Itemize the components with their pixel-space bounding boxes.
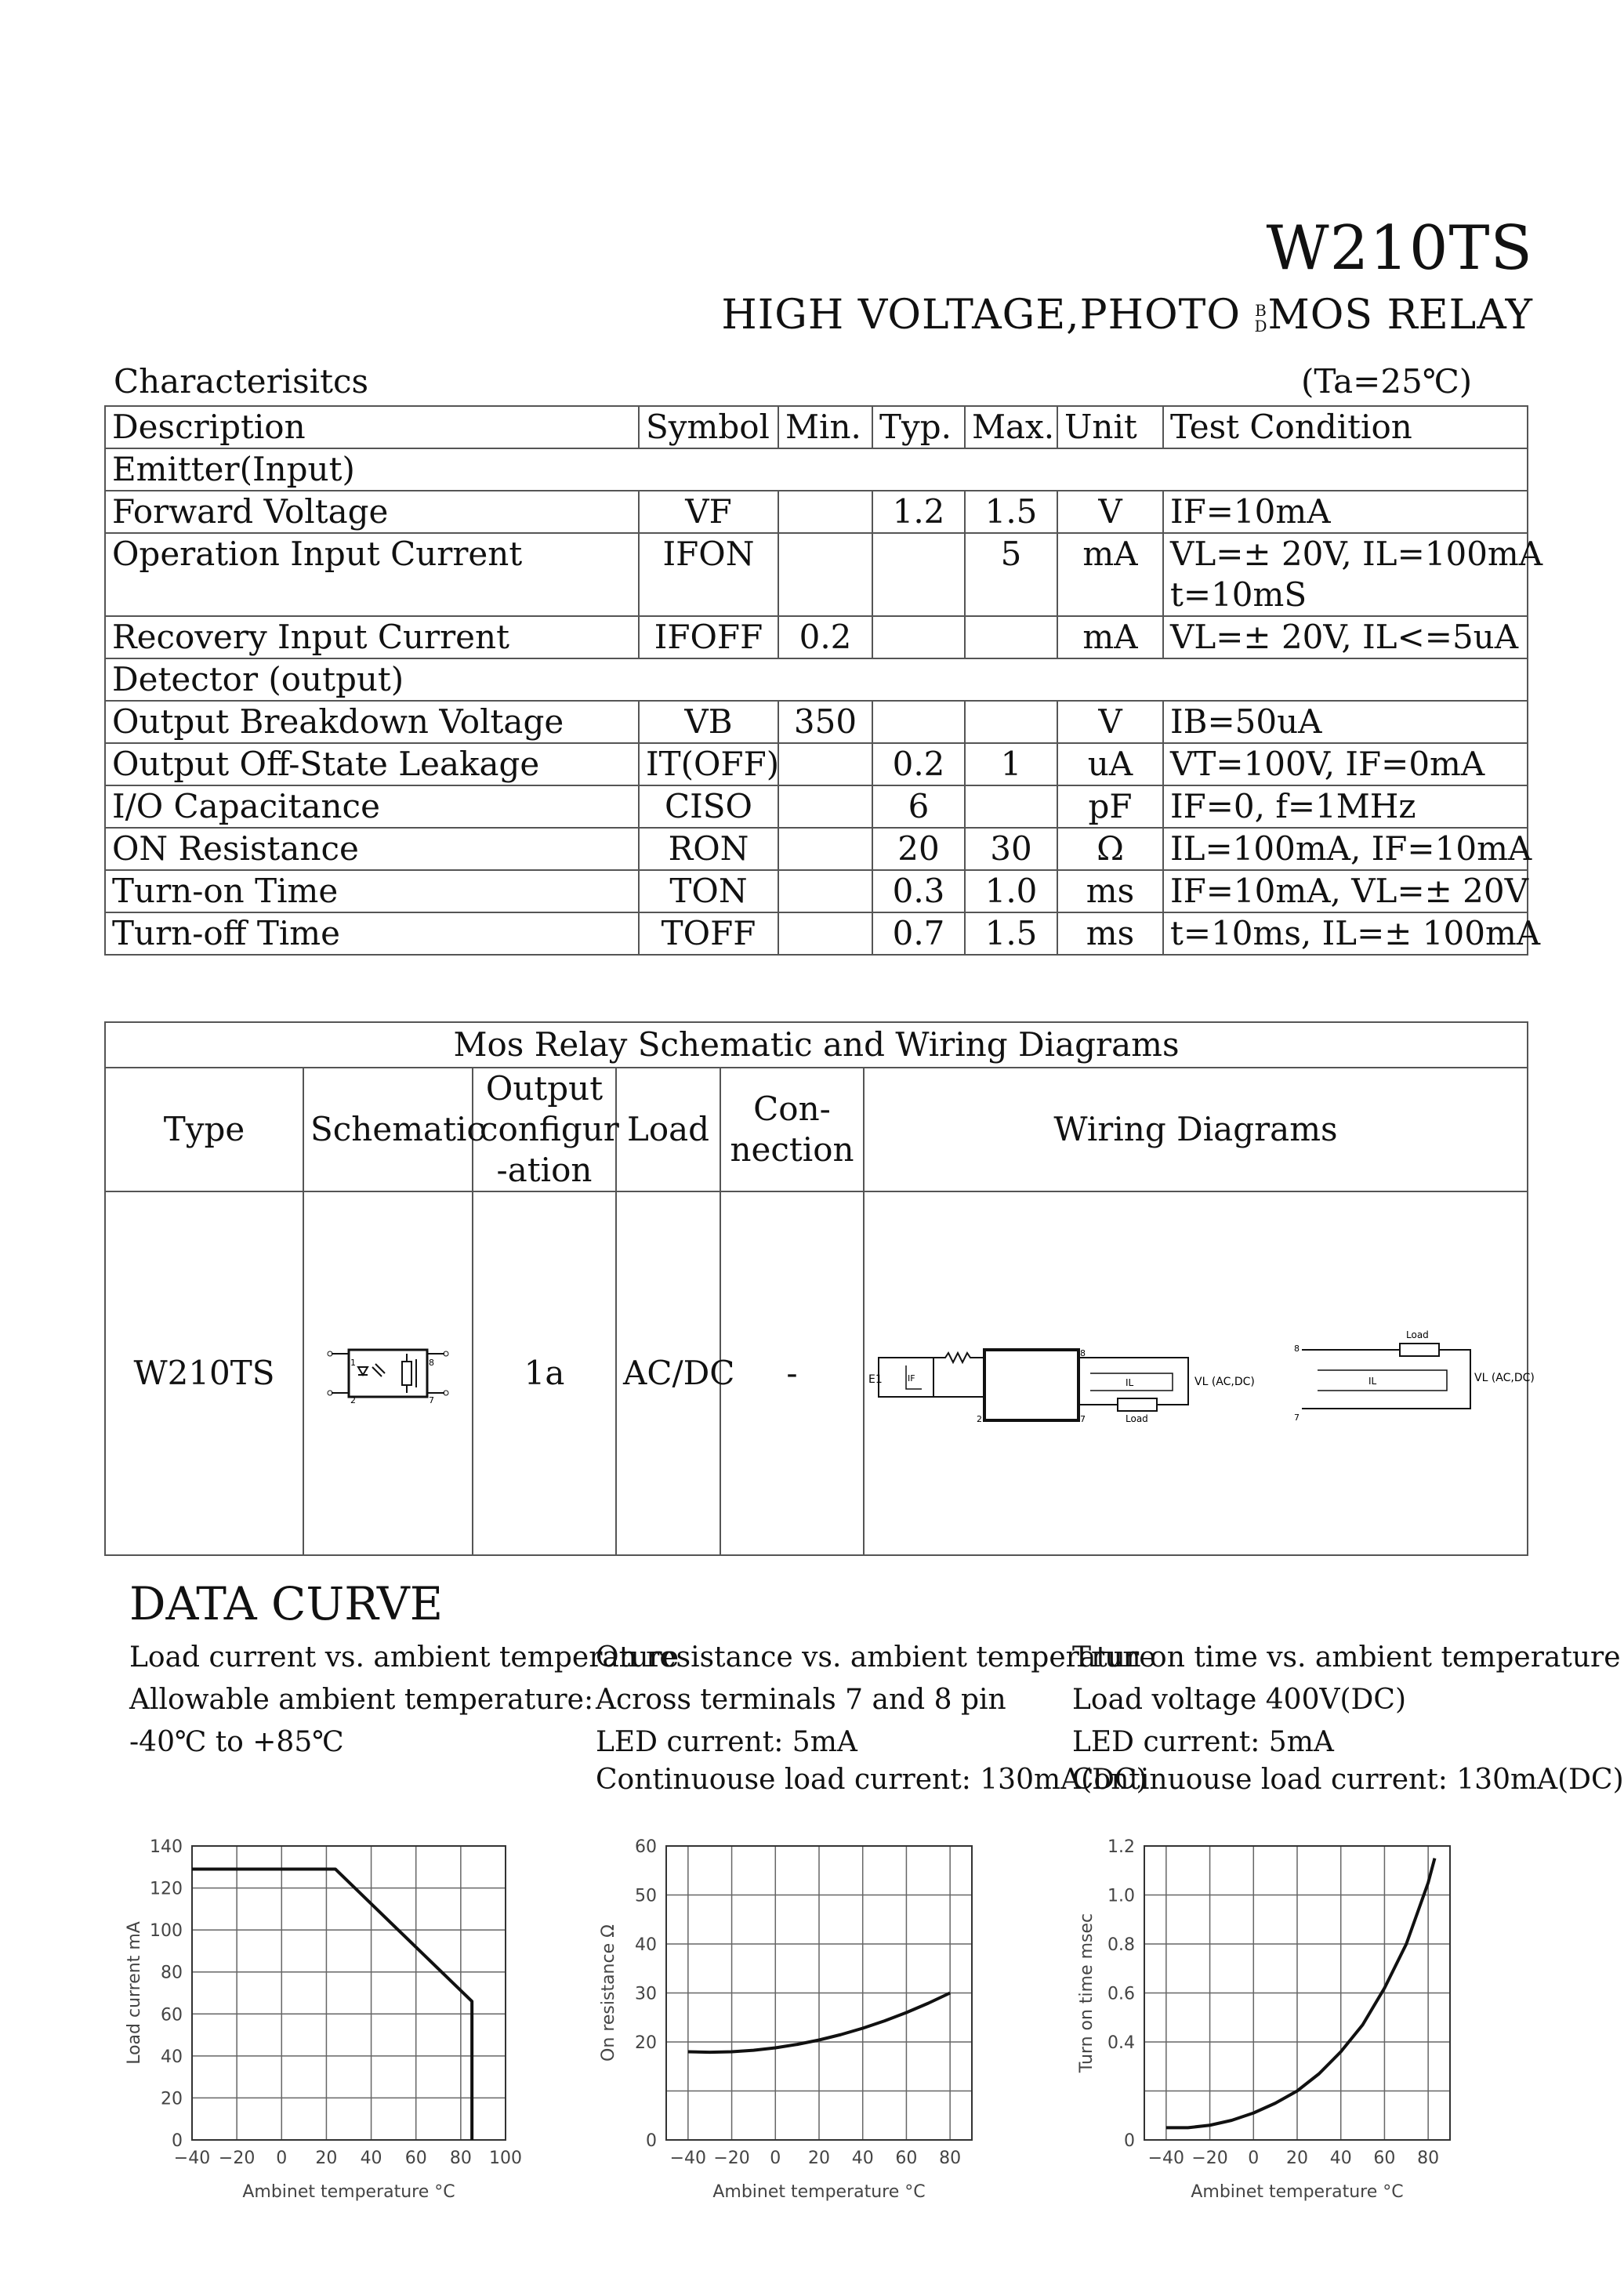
y-tick-label: 20 (635, 2033, 657, 2053)
cell-desc: Operation Input Current (105, 533, 639, 616)
cell-unit: V (1057, 701, 1163, 743)
x-tick-label: −20 (218, 2149, 256, 2168)
table-row (105, 785, 1528, 828)
subtitle-small (1254, 300, 1268, 335)
y-tick-label: 20 (161, 2089, 183, 2109)
x-tick-label: 40 (1329, 2149, 1352, 2168)
table-row (105, 533, 1528, 616)
cell-unit: pF (1057, 785, 1163, 828)
cell-max (965, 616, 1057, 658)
cell-cond-line1: VL=± 20V, IL=100mA (1170, 535, 1543, 573)
col-min: Min. (778, 406, 872, 448)
x-tick-label: 0 (770, 2149, 781, 2168)
pin-2-label: 2 (350, 1395, 356, 1405)
x-tick-label: 100 (489, 2149, 522, 2168)
cell-desc: Recovery Input Current (105, 616, 639, 658)
wiring-pin-8: 8 (1079, 1348, 1086, 1358)
y-tick-label: 40 (161, 2047, 183, 2067)
mos-load: AC/DC (616, 1191, 720, 1555)
series-line (192, 1869, 472, 2140)
x-tick-label: −20 (713, 2149, 750, 2168)
mos-data-row (105, 1191, 1528, 1555)
data-curve-title: DATA CURVE (129, 1577, 444, 1630)
cell-typ: 6 (872, 785, 965, 828)
section-detector: Detector (output) (105, 658, 1528, 701)
wiring-diagram-icon (867, 1318, 1535, 1428)
x-tick-label: 60 (1373, 2149, 1396, 2168)
cell-typ (872, 616, 965, 658)
cell-cond: IB=50uA (1163, 701, 1528, 743)
x-tick-label: 20 (808, 2149, 830, 2168)
mos-header-connection-1: Con- (753, 1090, 831, 1128)
caption-line: Load voltage 400V(DC) (1072, 1684, 1406, 1716)
cell-cond: t=10ms, IL=± 100mA (1163, 912, 1528, 955)
x-tick-label: −40 (173, 2149, 211, 2168)
mos-relay-table (104, 1021, 1535, 1556)
pin-7-label: 7 (429, 1395, 434, 1405)
on-resistance-chart (592, 1811, 1019, 2203)
cell-symbol: IT(OFF) (639, 743, 778, 785)
caption-line: Across terminals 7 and 8 pin (596, 1684, 1006, 1716)
cell-cond: VT=100V, IF=0mA (1163, 743, 1528, 785)
load-label-2: Load (1405, 1329, 1429, 1340)
cell-typ: 1.2 (872, 491, 965, 533)
cell-max: 1.0 (965, 870, 1057, 912)
mos-header-load: Load (616, 1068, 720, 1191)
cell-symbol: RON (639, 828, 778, 870)
cell-min (778, 870, 872, 912)
cell-cond: IF=10mA (1163, 491, 1528, 533)
il-label-2: IL (1368, 1376, 1376, 1387)
y-tick-label: 0.6 (1107, 1984, 1135, 2004)
wiring-pin-7-b: 7 (1293, 1413, 1300, 1423)
cell-symbol: TON (639, 870, 778, 912)
cell-unit: ms (1057, 870, 1163, 912)
mos-output-config: 1a (473, 1191, 616, 1555)
cell-cond: IF=0, f=1MHz (1163, 785, 1528, 828)
mos-title: Mos Relay Schematic and Wiring Diagrams (105, 1022, 1528, 1068)
section-row (105, 658, 1528, 701)
ambient-condition: (Ta=25℃) (1301, 362, 1473, 401)
table-row (105, 912, 1528, 955)
y-tick-label: 0 (1124, 2131, 1135, 2151)
mos-header-type: Type (105, 1068, 303, 1191)
mos-title-row (105, 1022, 1528, 1068)
caption-line: LED current: 5mA (596, 1726, 857, 1758)
y-tick-label: 100 (150, 1921, 183, 1942)
x-tick-label: 60 (895, 2149, 918, 2168)
x-tick-label: 0 (276, 2149, 288, 2168)
cell-min (778, 533, 872, 616)
cell-unit: mA (1057, 533, 1163, 616)
cell-cond: VL=± 20V, IL<=5uA (1163, 616, 1528, 658)
table-row (105, 491, 1528, 533)
caption-line: Continuouse load current: 130mA(DC) (596, 1764, 1147, 1796)
caption-line: LED current: 5mA (1072, 1726, 1334, 1758)
mos-header-schematic: Schematic (303, 1068, 473, 1191)
y-tick-label: 1.2 (1107, 1837, 1135, 1857)
caption-line: -40℃ to +85℃ (129, 1726, 344, 1758)
y-axis-label: Turn on time msec (1077, 1913, 1097, 2073)
cell-min (778, 785, 872, 828)
y-tick-label: 1.0 (1107, 1886, 1135, 1906)
subtitle-part1: HIGH VOLTAGE,PHOTO (721, 292, 1255, 339)
y-tick-label: 140 (150, 1837, 183, 1857)
cell-typ (872, 533, 965, 616)
x-tick-label: 60 (404, 2149, 427, 2168)
mos-type: W210TS (105, 1191, 303, 1555)
y-tick-label: 0.4 (1107, 2033, 1135, 2053)
cell-desc: Turn-off Time (105, 912, 639, 955)
mos-header-connection-2: nection (730, 1130, 854, 1169)
section-emitter: Emitter(Input) (105, 448, 1528, 491)
y-tick-label: 60 (161, 2005, 183, 2025)
cell-cond: IL=100mA, IF=10mA (1163, 828, 1528, 870)
mos-schematic (303, 1191, 473, 1555)
vl-label-2: VL (AC,DC) (1474, 1372, 1535, 1384)
y-axis-label: On resistance Ω (599, 1924, 618, 2062)
il-label-1: IL (1125, 1377, 1133, 1388)
y-tick-label: 60 (635, 1837, 657, 1857)
mos-header-wiring: Wiring Diagrams (864, 1068, 1528, 1191)
table-row (105, 616, 1528, 658)
cell-min: 0.2 (778, 616, 872, 658)
subtitle-small-top: B (1255, 300, 1267, 320)
y-tick-label: 40 (635, 1935, 657, 1955)
vl-label-1: VL (AC,DC) (1194, 1376, 1255, 1388)
cell-max: 1.5 (965, 912, 1057, 955)
x-tick-label: −40 (669, 2149, 707, 2168)
characteristics-label: Characterisitcs (114, 362, 369, 401)
y-tick-label: 0 (646, 2131, 657, 2151)
cell-min (778, 743, 872, 785)
cell-min (778, 491, 872, 533)
col-test-condition: Test Condition (1163, 406, 1528, 448)
mos-wiring-diagram (864, 1191, 1535, 1555)
cell-typ: 0.3 (872, 870, 965, 912)
x-tick-label: 80 (1417, 2149, 1440, 2168)
load-current-chart (118, 1811, 564, 2203)
cell-unit: mA (1057, 616, 1163, 658)
y-tick-label: 0 (172, 2131, 183, 2151)
model-title: W210TS (1266, 213, 1533, 284)
x-axis-label: Ambinet temperature °C (242, 2182, 455, 2202)
wiring-pin-2: 2 (976, 1414, 982, 1424)
cell-desc: ON Resistance (105, 828, 639, 870)
cell-min (778, 912, 872, 955)
cell-typ: 20 (872, 828, 965, 870)
wiring-pin-8-b: 8 (1293, 1344, 1300, 1354)
section-row (105, 448, 1528, 491)
cell-max: 5 (965, 533, 1057, 616)
col-symbol: Symbol (639, 406, 778, 448)
load-label-1: Load (1125, 1413, 1148, 1424)
cell-symbol: CISO (639, 785, 778, 828)
cell-min (778, 828, 872, 870)
cell-typ: 0.2 (872, 743, 965, 785)
x-tick-label: 80 (449, 2149, 472, 2168)
y-tick-label: 80 (161, 1963, 183, 1983)
cell-cond (1163, 533, 1543, 616)
subtitle-small-bottom: D (1254, 316, 1268, 335)
table-header-row (105, 406, 1528, 448)
x-tick-label: −40 (1147, 2149, 1185, 2168)
mos-header-connection (720, 1068, 864, 1191)
mos-header-row (105, 1068, 1528, 1191)
e1-label: E1 (868, 1373, 883, 1386)
characteristics-table (104, 405, 1543, 956)
cell-desc: Output Off-State Leakage (105, 743, 639, 785)
cell-unit: ms (1057, 912, 1163, 955)
col-unit: Unit (1057, 406, 1163, 448)
turn-on-time-chart (1070, 1811, 1497, 2203)
y-tick-label: 120 (150, 1879, 183, 1899)
cell-cond: IF=10mA, VL=± 20V (1163, 870, 1528, 912)
caption-line: Load current vs. ambient temperature (129, 1641, 680, 1674)
cell-typ (872, 701, 965, 743)
pin-8-label: 8 (429, 1358, 434, 1368)
caption-chart-3 (1072, 1637, 1624, 1801)
table-row (105, 701, 1528, 743)
mos-header-output-3: -ation (496, 1151, 593, 1189)
x-tick-label: 0 (1248, 2149, 1260, 2168)
y-tick-label: 30 (635, 1984, 657, 2004)
y-tick-label: 0.8 (1107, 1935, 1135, 1955)
cell-symbol: IFOFF (639, 616, 778, 658)
col-typ: Typ. (872, 406, 965, 448)
cell-desc: Output Breakdown Voltage (105, 701, 639, 743)
table-row (105, 870, 1528, 912)
cell-unit: uA (1057, 743, 1163, 785)
cell-max (965, 701, 1057, 743)
mos-header-output-1: Output (485, 1069, 604, 1108)
caption-line: Trun on time vs. ambient temperature (1072, 1641, 1621, 1674)
if-label: IF (907, 1373, 915, 1384)
col-max: Max. (965, 406, 1057, 448)
cell-max: 1.5 (965, 491, 1057, 533)
mos-connection: - (720, 1191, 864, 1555)
cell-symbol: TOFF (639, 912, 778, 955)
cell-symbol: VF (639, 491, 778, 533)
cell-cond-line2: t=10mS (1170, 575, 1307, 614)
cell-symbol: IFON (639, 533, 778, 616)
pin-1-label: 1 (350, 1358, 356, 1368)
subtitle (721, 292, 1533, 339)
caption-line: On resistance vs. ambient temperature (596, 1641, 1156, 1674)
y-axis-label: Load current mA (125, 1921, 144, 2065)
table-row (105, 743, 1528, 785)
caption-line: Continuouse load current: 130mA(DC) (1072, 1764, 1624, 1796)
cell-max: 1 (965, 743, 1057, 785)
cell-symbol: VB (639, 701, 778, 743)
cell-typ: 0.7 (872, 912, 965, 955)
x-tick-label: −20 (1191, 2149, 1228, 2168)
caption-line: Allowable ambient temperature: (129, 1684, 594, 1716)
col-description: Description (105, 406, 639, 448)
x-axis-label: Ambinet temperature °C (712, 2182, 926, 2202)
x-tick-label: 80 (939, 2149, 962, 2168)
plot-frame (192, 1846, 506, 2140)
y-tick-label: 50 (635, 1886, 657, 1906)
cell-min: 350 (778, 701, 872, 743)
cell-max: 30 (965, 828, 1057, 870)
cell-desc: I/O Capacitance (105, 785, 639, 828)
relay-schematic-icon (310, 1326, 466, 1420)
table-row (105, 828, 1528, 870)
cell-max (965, 785, 1057, 828)
mos-header-output (473, 1068, 619, 1191)
x-tick-label: 20 (1286, 2149, 1308, 2168)
cell-desc: Forward Voltage (105, 491, 639, 533)
wiring-pin-7: 7 (1079, 1414, 1086, 1424)
mos-header-output-2: configur (480, 1110, 619, 1148)
x-tick-label: 40 (360, 2149, 382, 2168)
x-tick-label: 40 (851, 2149, 874, 2168)
cell-unit: V (1057, 491, 1163, 533)
cell-unit: Ω (1057, 828, 1163, 870)
x-axis-label: Ambinet temperature °C (1191, 2182, 1404, 2202)
cell-desc: Turn-on Time (105, 870, 639, 912)
subtitle-part2: MOS RELAY (1267, 292, 1533, 339)
x-tick-label: 20 (315, 2149, 338, 2168)
